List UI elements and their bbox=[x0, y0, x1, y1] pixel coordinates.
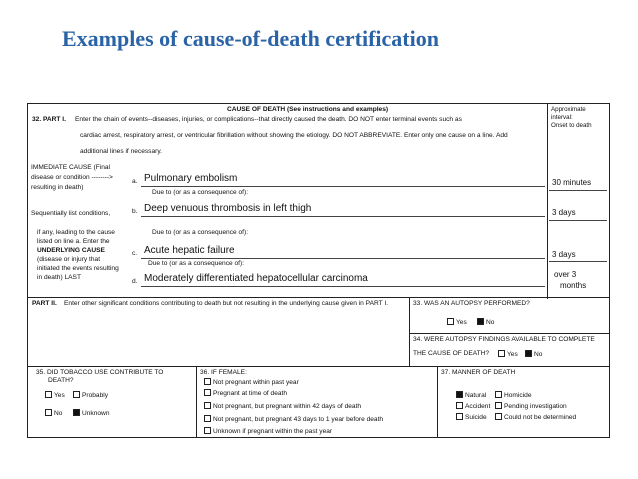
q36-option-2[interactable] bbox=[204, 389, 287, 398]
interval-column-divider bbox=[547, 104, 548, 299]
part1-instruction-1: Enter the chain of events--diseases, injuries, or complications--that directly caused the death. DO NOT enter terminal events such as bbox=[75, 116, 462, 123]
q37-homicide-option[interactable] bbox=[495, 391, 531, 400]
line-d-cause: Moderately differentiated hepatocellular carcinoma bbox=[144, 273, 368, 284]
q37-natural-label: Natural bbox=[465, 392, 487, 399]
line-d-interval-2: months bbox=[560, 281, 587, 290]
underlying-cause-label: UNDERLYING CAUSE bbox=[37, 247, 105, 254]
q36-option-1-checkbox[interactable] bbox=[204, 378, 211, 385]
line-d-interval-1: over 3 bbox=[554, 270, 577, 279]
q35-probably-label: Probably bbox=[82, 392, 109, 399]
immediate-cause-label-1: IMMEDIATE CAUSE (Final bbox=[31, 164, 111, 171]
q34-yes-option[interactable] bbox=[498, 350, 518, 359]
q35-probably-option[interactable] bbox=[73, 391, 108, 400]
q37-suicide-option[interactable] bbox=[456, 413, 487, 422]
line-b-interval-underline bbox=[549, 220, 607, 221]
immediate-cause-label-2: disease or condition --------> bbox=[31, 174, 113, 181]
q36-option-1-label: Not pregnant within past year bbox=[213, 379, 299, 386]
q37-pending-option[interactable] bbox=[495, 402, 567, 411]
q35-label-2: DEATH? bbox=[48, 377, 74, 384]
q33-yes-checkbox[interactable] bbox=[447, 318, 454, 325]
q33-yes-label: Yes bbox=[456, 319, 467, 326]
line-a-interval-underline bbox=[549, 190, 607, 191]
q35-yes-label: Yes bbox=[54, 392, 65, 399]
q37-homicide-checkbox[interactable] bbox=[495, 391, 502, 398]
line-c-interval: 3 days bbox=[552, 250, 576, 259]
q35-unknown-option[interactable] bbox=[73, 409, 110, 418]
q34-label-1: 34. WERE AUTOPSY FINDINGS AVAILABLE TO COMPLETE bbox=[413, 336, 595, 343]
line-c-underline bbox=[141, 258, 545, 259]
q34-yes-checkbox[interactable] bbox=[498, 350, 505, 357]
q35-no-option[interactable] bbox=[45, 409, 62, 418]
q37-natural-checkbox[interactable] bbox=[456, 391, 463, 398]
q36-option-4[interactable] bbox=[204, 415, 383, 424]
line-b-letter: b. bbox=[132, 208, 138, 215]
q35-label-1: 35. DID TOBACCO USE CONTRIBUTE TO bbox=[36, 369, 164, 376]
bottom-section-rule bbox=[28, 366, 609, 367]
line-b-cause: Deep venuous thrombosis in left thigh bbox=[144, 203, 312, 214]
slide-title: Examples of cause-of-death certification bbox=[62, 26, 439, 51]
q37-label: 37. MANNER OF DEATH bbox=[441, 369, 516, 376]
q37-suicide-checkbox[interactable] bbox=[456, 413, 463, 420]
sequential-label-1: Sequentially list conditions, bbox=[31, 210, 111, 217]
line-c-interval-underline bbox=[549, 261, 607, 262]
part2-q33-divider bbox=[409, 297, 410, 367]
q35-yes-checkbox[interactable] bbox=[45, 391, 52, 398]
q37-natural-option[interactable] bbox=[456, 391, 486, 400]
q35-unknown-label: Unknown bbox=[82, 410, 110, 417]
q37-undetermined-option[interactable] bbox=[495, 413, 576, 422]
q35-q36-divider bbox=[196, 366, 197, 438]
sequential-label-3: listed on line a. Enter the bbox=[37, 238, 110, 245]
q36-option-1[interactable] bbox=[204, 378, 299, 387]
q35-unknown-checkbox[interactable] bbox=[73, 409, 80, 416]
line-b-due-to: Due to (or as a consequence of): bbox=[152, 229, 249, 236]
sequential-label-2: if any, leading to the cause bbox=[37, 229, 115, 236]
q33-no-label: No bbox=[486, 319, 495, 326]
q33-no-option[interactable] bbox=[477, 318, 494, 327]
interval-header-1: Approximate bbox=[551, 106, 586, 113]
q36-option-4-checkbox[interactable] bbox=[204, 415, 211, 422]
interval-header-3: Onset to death bbox=[551, 122, 592, 129]
line-a-due-to: Due to (or as a consequence of): bbox=[152, 189, 249, 196]
q33-yes-option[interactable] bbox=[447, 318, 467, 327]
q34-no-checkbox[interactable] bbox=[525, 350, 532, 357]
q34-label-2: THE CAUSE OF DEATH? bbox=[413, 350, 490, 357]
q36-option-3-label: Not pregnant, but pregnant within 42 days of death bbox=[213, 403, 362, 410]
q36-option-5-label: Unknown if pregnant within the past year bbox=[213, 428, 333, 435]
line-a-cause: Pulmonary embolism bbox=[144, 173, 238, 184]
sequential-label-6: initiated the events resulting bbox=[37, 265, 119, 272]
q37-accident-option[interactable] bbox=[456, 402, 490, 411]
q37-accident-label: Accident bbox=[465, 403, 491, 410]
part1-instruction-3: additional lines if necessary. bbox=[80, 148, 162, 155]
line-a-underline bbox=[141, 186, 545, 187]
part2-instruction: Enter other significant conditions contributing to death but not resulting in the underlying cause given in PART I. bbox=[64, 300, 389, 307]
q36-option-3[interactable] bbox=[204, 402, 361, 411]
q36-option-2-checkbox[interactable] bbox=[204, 389, 211, 396]
part1-label: 32. PART I. bbox=[32, 116, 66, 123]
q33-label: 33. WAS AN AUTOPSY PERFORMED? bbox=[413, 300, 530, 307]
q37-suicide-label: Suicide bbox=[465, 414, 487, 421]
line-b-interval: 3 days bbox=[552, 208, 576, 217]
q34-no-label: No bbox=[534, 351, 543, 358]
q37-pending-checkbox[interactable] bbox=[495, 402, 502, 409]
q37-undetermined-label: Could not be determined bbox=[504, 414, 577, 421]
line-c-cause: Acute hepatic failure bbox=[144, 245, 235, 256]
q36-option-4-label: Not pregnant, but pregnant 43 days to 1 year before death bbox=[213, 416, 384, 423]
q36-q37-divider bbox=[437, 366, 438, 438]
q34-yes-label: Yes bbox=[507, 351, 518, 358]
q35-probably-checkbox[interactable] bbox=[73, 391, 80, 398]
part2-label: PART II. bbox=[32, 300, 57, 307]
q37-accident-checkbox[interactable] bbox=[456, 402, 463, 409]
q36-option-5-checkbox[interactable] bbox=[204, 427, 211, 434]
part1-instruction-2: cardiac arrest, respiratory arrest, or ventricular fibrillation without showing the etiology. DO NOT ABBREVIATE. Enter only one cause on a line. Add bbox=[80, 132, 508, 139]
cause-of-death-header: CAUSE OF DEATH (See instructions and examples) bbox=[227, 106, 389, 113]
line-d-underline bbox=[141, 286, 545, 287]
q36-option-2-label: Pregnant at time of death bbox=[213, 390, 288, 397]
q37-pending-label: Pending investigation bbox=[504, 403, 567, 410]
interval-header-2: interval: bbox=[551, 114, 573, 121]
q33-q34-rule bbox=[409, 333, 609, 334]
line-a-letter: a. bbox=[132, 178, 138, 185]
q34-no-option[interactable] bbox=[525, 350, 542, 359]
immediate-cause-label-3: resulting in death) bbox=[31, 184, 84, 191]
death-certificate-form bbox=[27, 103, 610, 438]
q37-homicide-label: Homicide bbox=[504, 392, 532, 399]
line-d-letter: d. bbox=[132, 278, 138, 285]
q36-option-3-checkbox[interactable] bbox=[204, 402, 211, 409]
sequential-label-7: in death) LAST bbox=[37, 274, 81, 281]
q36-label: 36. IF FEMALE: bbox=[200, 369, 247, 376]
q35-no-label: No bbox=[54, 410, 63, 417]
line-a-interval: 30 minutes bbox=[552, 178, 592, 187]
q37-undetermined-checkbox[interactable] bbox=[495, 413, 502, 420]
line-b-underline bbox=[141, 216, 545, 217]
q35-no-checkbox[interactable] bbox=[45, 409, 52, 416]
q35-yes-option[interactable] bbox=[45, 391, 65, 400]
q33-no-checkbox[interactable] bbox=[477, 318, 484, 325]
line-c-letter: c. bbox=[132, 250, 138, 257]
q36-option-5[interactable] bbox=[204, 427, 332, 436]
line-c-due-to: Due to (or as a consequence of): bbox=[148, 260, 245, 267]
part2-top-rule bbox=[28, 297, 609, 298]
sequential-label-5: (disease or injury that bbox=[37, 256, 101, 263]
